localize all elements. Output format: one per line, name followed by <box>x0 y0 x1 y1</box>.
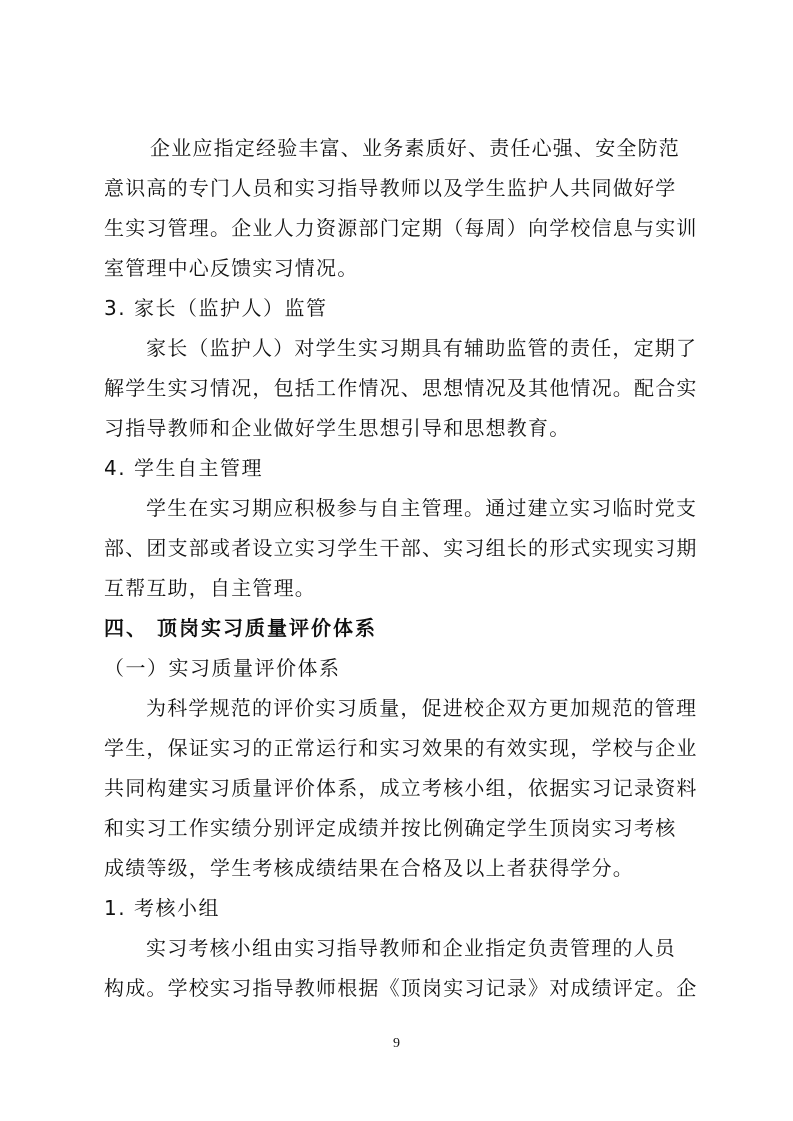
section-heading-assessment-group: 1. 考核小组 <box>104 896 220 920</box>
paragraph-line: 企业应指定经验丰富、业务素质好、责任心强、安全防范 <box>150 136 680 160</box>
paragraph-line: 为科学规范的评价实习质量，促进校企双方更加规范的管理 <box>146 696 698 720</box>
paragraph-line: 共同构建实习质量评价体系，成立考核小组，依据实习记录资料 <box>104 776 698 800</box>
paragraph-line: 成绩等级，学生考核成绩结果在合格及以上者获得学分。 <box>104 856 634 880</box>
paragraph-line: 互帮互助，自主管理。 <box>104 576 316 600</box>
paragraph-line: 实习考核小组由实习指导教师和企业指定负责管理的人员 <box>146 936 676 960</box>
paragraph-line: 和实习工作实绩分别评定成绩并按比例确定学生顶岗实习考核 <box>104 816 677 840</box>
major-section-heading: 四、 顶岗实习质量评价体系 <box>104 616 377 640</box>
paragraph-line: 学生，保证实习的正常运行和实习效果的有效实现，学校与企业 <box>104 736 698 760</box>
paragraph-line: 构成。学校实习指导教师根据《顶岗实习记录》对成绩评定。企 <box>104 976 698 1000</box>
page-number: 9 <box>393 1036 400 1051</box>
paragraph-line: 学生在实习期应积极参与自主管理。通过建立实习临时党支 <box>146 496 698 520</box>
paragraph-line: 室管理中心反馈实习情况。 <box>104 256 359 280</box>
paragraph-line: 意识高的专门人员和实习指导教师以及学生监护人共同做好学 <box>104 176 677 200</box>
paragraph-line: 生实习管理。企业人力资源部门定期（每周）向学校信息与实训 <box>104 216 698 240</box>
section-heading-parent-supervision: 3. 家长（监护人）监管 <box>104 296 328 320</box>
paragraph-line: 习指导教师和企业做好学生思想引导和思想教育。 <box>104 416 571 440</box>
paragraph-line: 部、团支部或者设立实习学生干部、实习组长的形式实现实习期 <box>104 536 698 560</box>
section-heading-student-self-management: 4. 学生自主管理 <box>104 456 263 480</box>
subsection-heading: （一）实习质量评价体系 <box>104 656 341 680</box>
document-body <box>104 128 698 1008</box>
paragraph-line: 家长（监护人）对学生实习期具有辅助监管的责任，定期了 <box>146 336 698 360</box>
paragraph-line: 解学生实习情况，包括工作情况、思想情况及其他情况。配合实 <box>104 376 698 400</box>
